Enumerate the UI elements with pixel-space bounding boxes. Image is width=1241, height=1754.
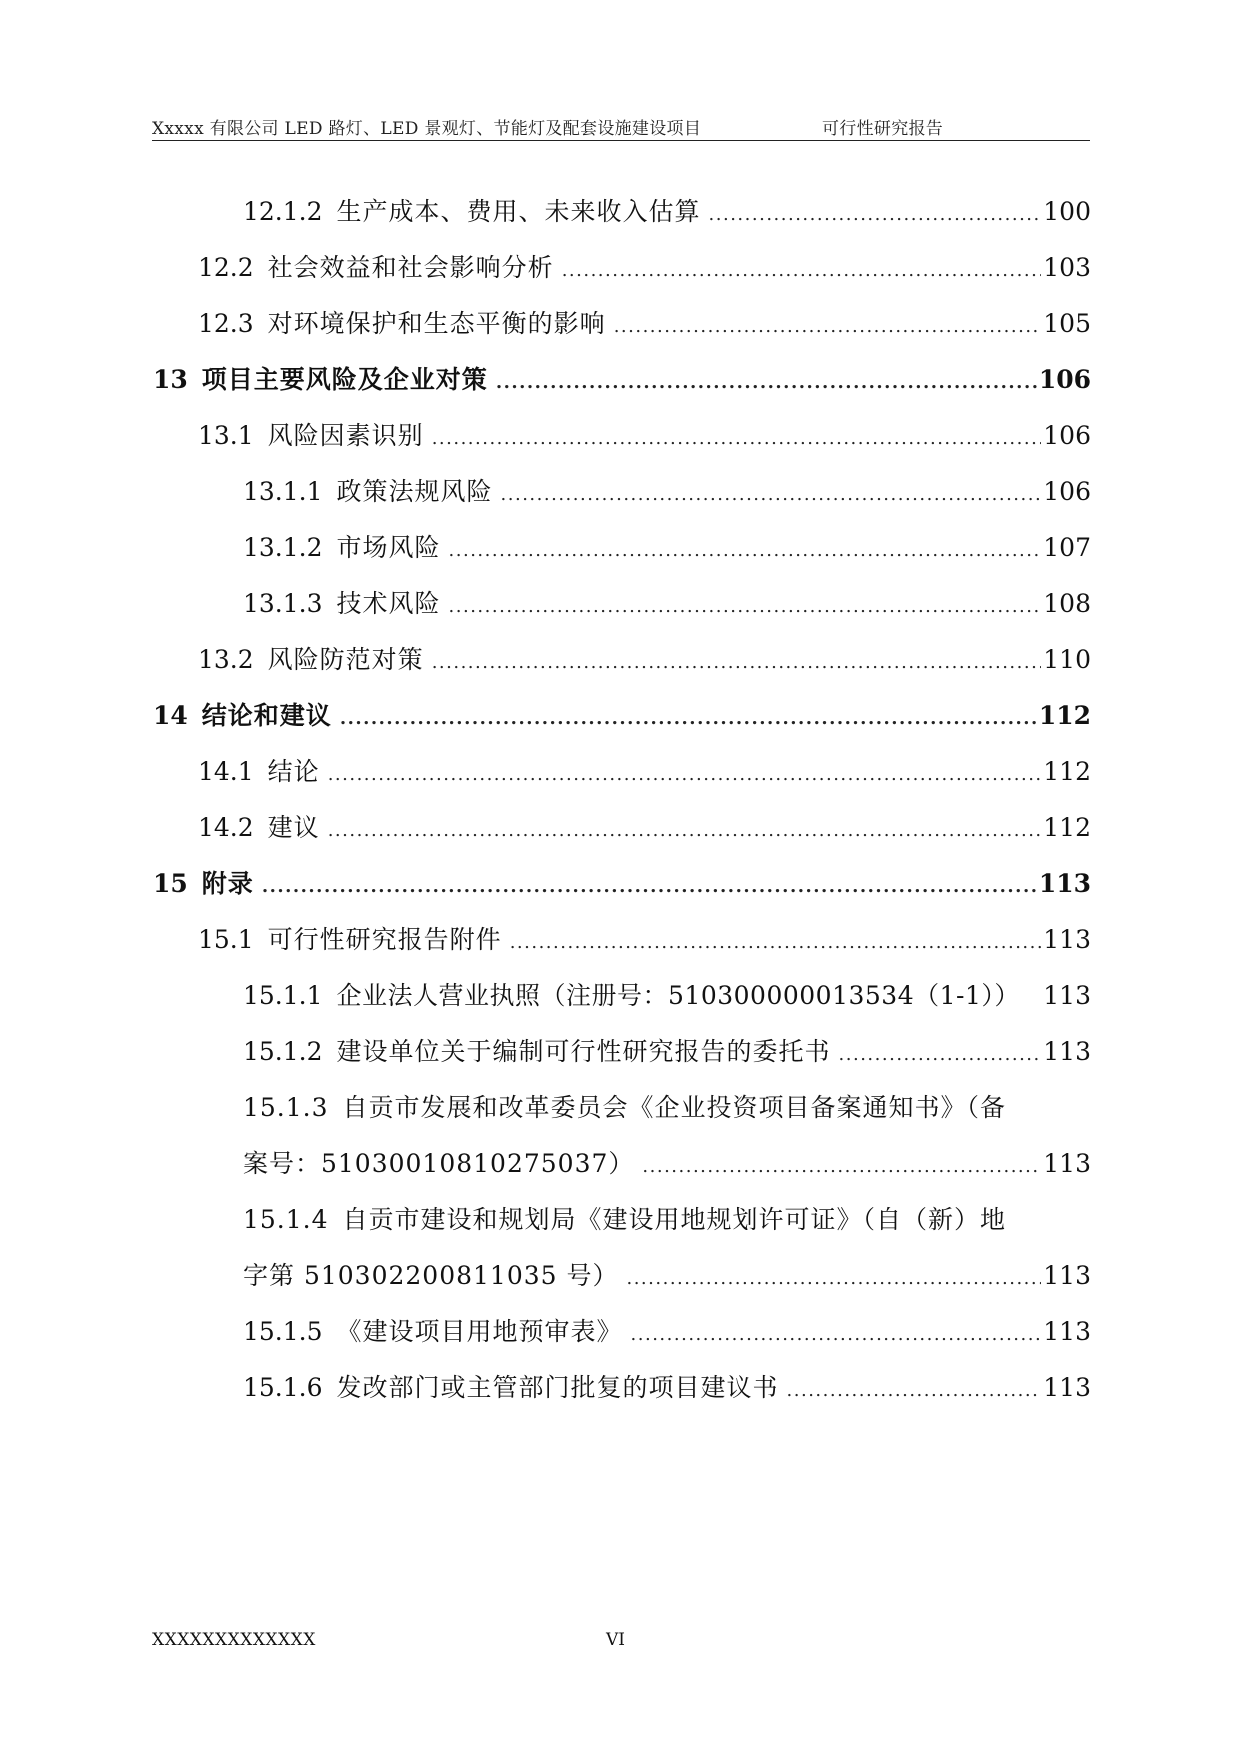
toc-entry[interactable] bbox=[243, 1314, 1091, 1350]
toc-dot-leader bbox=[328, 757, 1042, 793]
toc-entry-title: 附录 bbox=[201, 869, 254, 898]
toc-dot-leader bbox=[449, 589, 1042, 625]
toc-dot-leader bbox=[501, 477, 1042, 513]
toc-entry-number: 12.1.2 bbox=[243, 197, 323, 226]
toc-dot-leader bbox=[510, 925, 1042, 961]
toc-entry-page: 113 bbox=[1043, 981, 1091, 1010]
toc-entry-page: 113 bbox=[1043, 1149, 1091, 1178]
toc-entry-page: 112 bbox=[1043, 813, 1091, 842]
toc-entry-title: 风险因素识别 bbox=[267, 421, 424, 450]
toc-entry-title: 建设单位关于编制可行性研究报告的委托书 bbox=[336, 1037, 831, 1066]
toc-entry-title: 发改部门或主管部门批复的项目建议书 bbox=[336, 1373, 779, 1402]
toc-entry-number: 13 bbox=[153, 365, 188, 394]
toc-entry-number: 13.1.3 bbox=[243, 589, 323, 618]
toc-entry-number: 13.1.2 bbox=[243, 533, 323, 562]
toc-entry-page: 112 bbox=[1043, 757, 1091, 786]
toc-entry-page: 113 bbox=[1043, 1373, 1091, 1402]
toc-entry-number: 14.2 bbox=[198, 813, 254, 842]
toc-entry-title: 项目主要风险及企业对策 bbox=[201, 365, 488, 394]
toc-entry-title: 《建设项目用地预审表》 bbox=[336, 1317, 623, 1346]
toc-entry-number: 13.1.1 bbox=[243, 477, 323, 506]
toc-entry-title: 可行性研究报告附件 bbox=[267, 925, 502, 954]
toc-entry-number: 15.1.6 bbox=[243, 1373, 323, 1402]
toc-entry-number: 15 bbox=[153, 869, 188, 898]
toc-entry-number: 13.1 bbox=[198, 421, 254, 450]
toc-entry-number: 12.3 bbox=[198, 309, 254, 338]
toc-dot-leader bbox=[787, 1373, 1042, 1409]
toc-entry-page: 113 bbox=[1043, 1037, 1091, 1066]
toc-entry-page: 112 bbox=[1038, 701, 1091, 730]
toc-dot-leader bbox=[839, 1037, 1042, 1073]
toc-entry-number: 15.1 bbox=[198, 925, 254, 954]
toc-entry-title: 结论 bbox=[267, 757, 320, 786]
toc-entry-title: 市场风险 bbox=[336, 533, 441, 562]
toc-entry-title: 企业法人营业执照（注册号：510300000013534（1-1）） bbox=[336, 981, 1020, 1010]
toc-entry-number: 15.1.2 bbox=[243, 1037, 323, 1066]
toc-entry[interactable] bbox=[243, 530, 1091, 566]
toc-entry-number: 15.1.5 bbox=[243, 1317, 323, 1346]
toc-entry-page: 108 bbox=[1043, 589, 1091, 618]
toc-entry-title: 生产成本、费用、未来收入估算 bbox=[336, 197, 701, 226]
toc-entry-title: 对环境保护和生态平衡的影响 bbox=[267, 309, 606, 338]
toc-entry-page: 103 bbox=[1043, 253, 1091, 282]
toc-entry-number: 14 bbox=[153, 701, 188, 730]
toc-entry[interactable] bbox=[243, 1034, 1091, 1070]
toc-entry-title: 政策法规风险 bbox=[336, 477, 493, 506]
toc-entry-title: 建议 bbox=[267, 813, 320, 842]
toc-entry-page: 106 bbox=[1043, 421, 1091, 450]
toc-entry-continuation[interactable] bbox=[243, 1258, 1091, 1294]
toc-entry-page: 106 bbox=[1038, 365, 1091, 394]
toc-dot-leader bbox=[562, 253, 1042, 289]
toc-entry-number: 15.1.4 bbox=[243, 1205, 329, 1234]
toc-entry-page: 106 bbox=[1043, 477, 1091, 506]
toc-entry-title: 自贡市发展和改革委员会《企业投资项目备案通知书》（备 bbox=[342, 1093, 1007, 1122]
toc-entry[interactable] bbox=[243, 978, 1091, 1014]
toc-entry[interactable] bbox=[198, 754, 1091, 790]
toc-entry-page: 113 bbox=[1038, 869, 1091, 898]
toc-chapter-entry[interactable] bbox=[153, 698, 1091, 734]
header-project-title: Xxxxx 有限公司 LED 路灯、LED 景观灯、节能灯及配套设施建设项目 bbox=[152, 119, 702, 139]
toc-entry-title: 技术风险 bbox=[336, 589, 441, 618]
toc-entry-number: 12.2 bbox=[198, 253, 254, 282]
toc-entry[interactable] bbox=[198, 642, 1091, 678]
toc-entry[interactable] bbox=[198, 250, 1091, 286]
toc-entry-title-continued: 字第 510302200811035 号） bbox=[243, 1261, 619, 1290]
toc-entry-page: 110 bbox=[1043, 645, 1091, 674]
toc-entry-page: 100 bbox=[1043, 197, 1091, 226]
toc-entry[interactable] bbox=[198, 306, 1091, 342]
toc-entry[interactable] bbox=[198, 922, 1091, 958]
toc-dot-leader bbox=[631, 1317, 1042, 1353]
toc-entry-number: 15.1.3 bbox=[243, 1093, 329, 1122]
toc-entry[interactable] bbox=[198, 810, 1091, 846]
toc-entry-page: 113 bbox=[1043, 1261, 1091, 1290]
toc-entry-page: 113 bbox=[1043, 925, 1091, 954]
toc-dot-leader bbox=[432, 421, 1042, 457]
toc-dot-leader bbox=[626, 1261, 1041, 1297]
toc-entry[interactable] bbox=[243, 1202, 1091, 1238]
header-document-type: 可行性研究报告 bbox=[822, 119, 944, 139]
toc-entry-page: 107 bbox=[1043, 533, 1091, 562]
toc-entry-title-continued: 案号：51030010810275037） bbox=[243, 1149, 635, 1178]
toc-entry[interactable] bbox=[243, 474, 1091, 510]
toc-entry-number: 13.2 bbox=[198, 645, 254, 674]
toc-entry-continuation[interactable] bbox=[243, 1146, 1091, 1182]
toc-dot-leader bbox=[262, 869, 1037, 905]
toc-entry[interactable] bbox=[243, 194, 1091, 230]
toc-entry-title: 社会效益和社会影响分析 bbox=[267, 253, 554, 282]
toc-chapter-entry[interactable] bbox=[153, 866, 1091, 902]
toc-dot-leader bbox=[449, 533, 1042, 569]
toc-dot-leader bbox=[328, 813, 1042, 849]
toc-entry[interactable] bbox=[243, 1090, 1091, 1126]
toc-dot-leader bbox=[642, 1149, 1041, 1185]
toc-entry-page: 113 bbox=[1043, 1317, 1091, 1346]
footer-page-number: VI bbox=[606, 1630, 625, 1650]
toc-entry[interactable] bbox=[198, 418, 1091, 454]
footer-company-placeholder: XXXXXXXXXXXXX bbox=[152, 1630, 316, 1650]
toc-entry[interactable] bbox=[243, 1370, 1091, 1406]
toc-entry-title: 风险防范对策 bbox=[267, 645, 424, 674]
toc-chapter-entry[interactable] bbox=[153, 362, 1091, 398]
toc-entry[interactable] bbox=[243, 586, 1091, 622]
toc-entry-number: 15.1.1 bbox=[243, 981, 323, 1010]
toc-entry-title: 结论和建议 bbox=[201, 701, 332, 730]
toc-entry-page: 105 bbox=[1043, 309, 1091, 338]
toc-dot-leader bbox=[496, 365, 1037, 401]
toc-dot-leader bbox=[709, 197, 1042, 233]
toc-dot-leader bbox=[614, 309, 1042, 345]
toc-entry-title: 自贡市建设和规划局《建设用地规划许可证》（自（新）地 bbox=[342, 1205, 1007, 1234]
toc-entry-number: 14.1 bbox=[198, 757, 254, 786]
toc-dot-leader bbox=[432, 645, 1042, 681]
toc-dot-leader bbox=[340, 701, 1037, 737]
